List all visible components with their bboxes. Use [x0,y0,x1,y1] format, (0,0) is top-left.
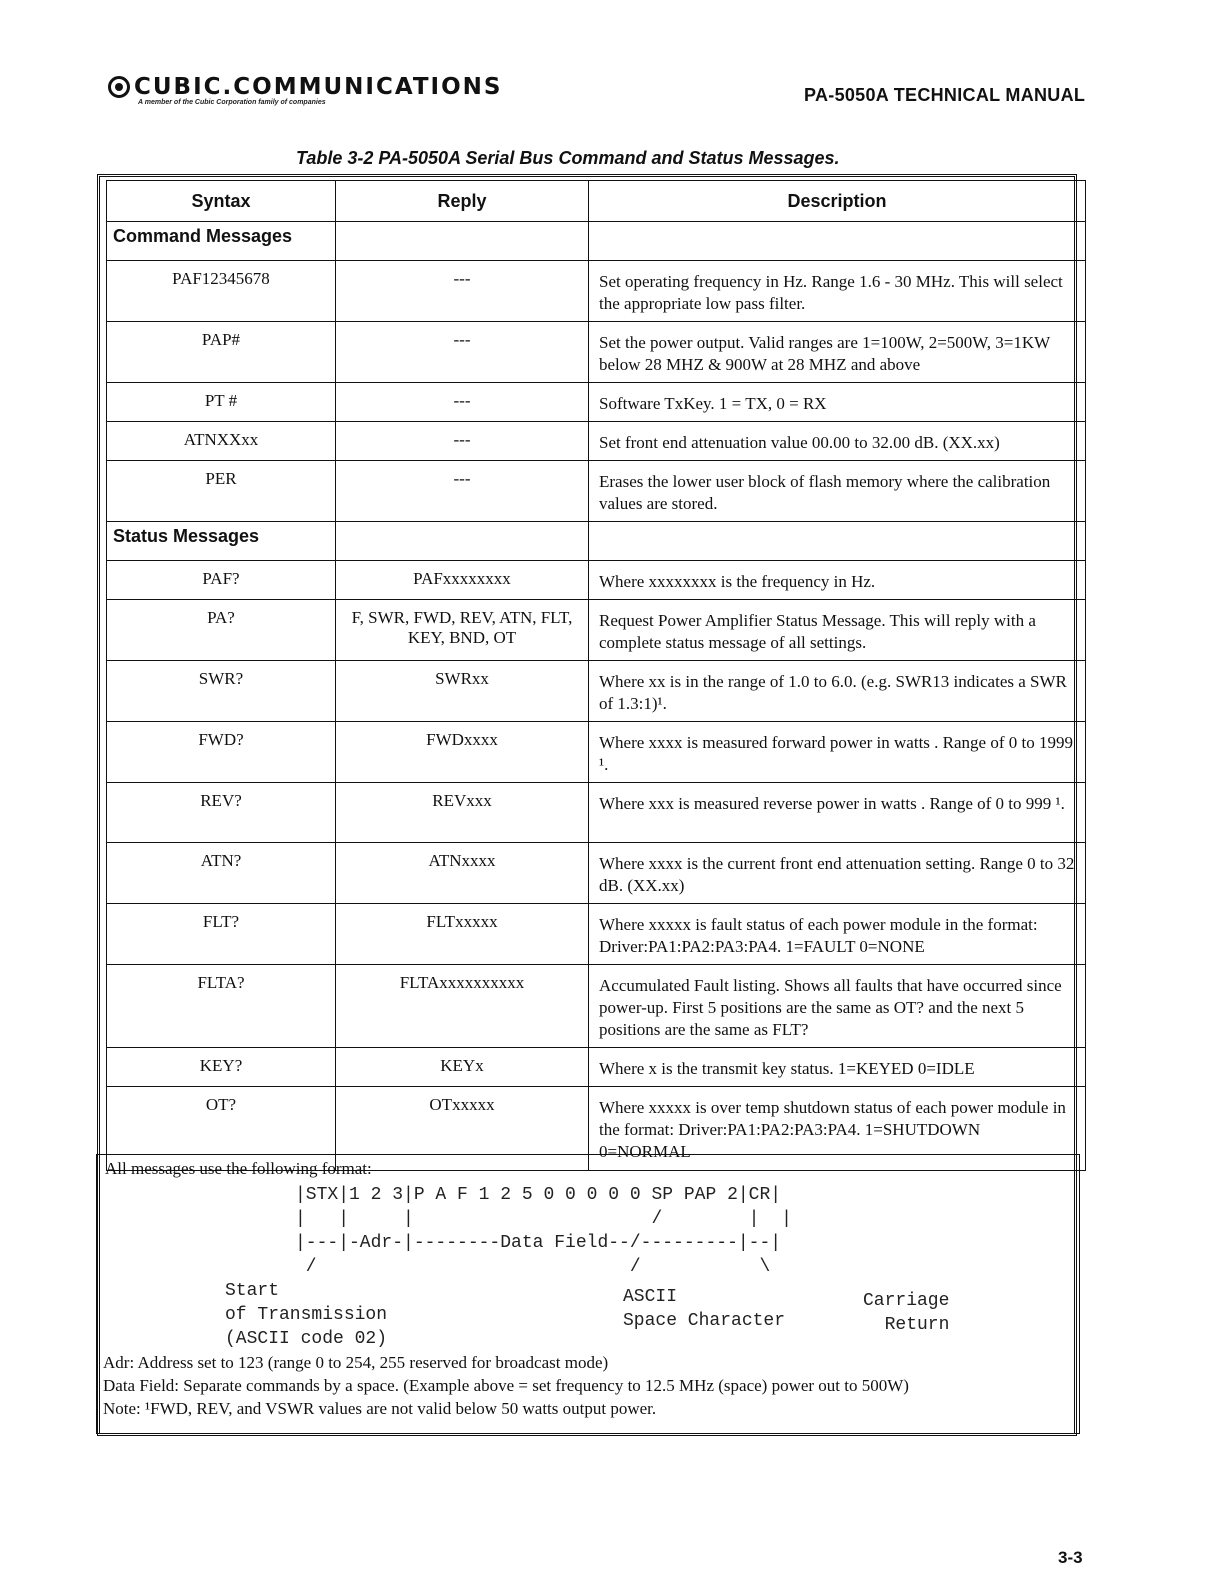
note-address: Adr: Address set to 123 (range 0 to 254, 255 reserved for broadcast mode) [103,1353,609,1372]
syntax-cell: SWR? [107,661,336,722]
reply-cell: ATNxxxx [336,843,589,904]
table-header-row [107,181,1086,222]
description-cell: Set front end attenuation value 00.00 to 32.00 dB. (XX.xx) [589,422,1086,461]
table-row [107,1048,1086,1087]
description-cell: Where xxxxx is over temp shutdown status of each power module in the format: Driver:PA1:PA2:PA3:PA4. 1=SHUTDOWN 0=NORMAL [589,1087,1086,1171]
format-diagram-line-1: |STX|1 2 3|P A F 1 2 5 0 0 0 0 0 SP PAP 2|CR| [295,1185,782,1205]
description-cell: Software TxKey. 1 = TX, 0 = RX [589,383,1086,422]
description-cell: Where xxxx is measured forward power in watts . Range of 0 to 1999 ¹. [589,722,1086,783]
description-cell: Where xxxxx is fault status of each power module in the format: Driver:PA1:PA2:PA3:PA4. 1=FAULT 0=NONE [589,904,1086,965]
reply-cell: FWDxxxx [336,722,589,783]
section-row-command [107,222,1086,261]
description-cell: Set operating frequency in Hz. Range 1.6 - 30 MHz. This will select the appropriate low pass filter. [589,261,1086,322]
table-row [107,600,1086,661]
syntax-cell: OT? [107,1087,336,1171]
syntax-cell: PT # [107,383,336,422]
format-diagram-line-3: |---|-Adr-|--------Data Field--/---------|--| [295,1233,782,1253]
section-row-status [107,522,1086,561]
description-cell: Where xxxx is the current front end attenuation setting. Range 0 to 32 dB. (XX.xx) [589,843,1086,904]
reply-cell: F, SWR, FWD, REV, ATN, FLT, KEY, BND, OT [336,600,589,661]
reply-cell: FLTAxxxxxxxxxx [336,965,589,1048]
reply-cell: --- [336,322,589,383]
table-row [107,661,1086,722]
cubic-logo-icon [108,76,130,98]
syntax-cell: ATN? [107,843,336,904]
format-diagram-line-2: | | | / | | [295,1209,792,1229]
description-cell: Request Power Amplifier Status Message. This will reply with a complete status message of all settings. [589,600,1086,661]
syntax-cell: PER [107,461,336,522]
syntax-cell: PA? [107,600,336,661]
reply-cell: KEYx [336,1048,589,1087]
header-syntax: Syntax [107,181,336,222]
company-logo [108,74,502,106]
empty-cell [336,522,589,561]
empty-cell [336,222,589,261]
command-status-table [106,180,1086,1171]
brand-tagline: A member of the Cubic Corporation family of companies [138,99,326,106]
reply-cell: --- [336,261,589,322]
syntax-cell: PAF? [107,561,336,600]
description-cell: Where x is the transmit key status. 1=KEYED 0=IDLE [589,1048,1086,1087]
table-row [107,322,1086,383]
table-row [107,422,1086,461]
table-row [107,561,1086,600]
table-row [107,843,1086,904]
table-row [107,722,1086,783]
empty-cell [589,222,1086,261]
table-row [107,783,1086,843]
reply-cell: FLTxxxxx [336,904,589,965]
syntax-cell: REV? [107,783,336,843]
table-caption: Table 3-2 PA-5050A Serial Bus Command and Status Messages. [296,148,840,168]
description-cell: Accumulated Fault listing. Shows all faults that have occurred since power-up. First 5 positions are the same as OT? and the next 5 positions are the same as FLT? [589,965,1086,1048]
reply-cell: --- [336,461,589,522]
table-row [107,461,1086,522]
header-description: Description [589,181,1086,222]
empty-cell [589,522,1086,561]
reply-cell: SWRxx [336,661,589,722]
section-status-label: Status Messages [107,522,336,561]
reply-cell: --- [336,383,589,422]
table-row [107,261,1086,322]
format-diagram-line-4: / / \ [295,1257,771,1277]
description-cell: Set the power output. Valid ranges are 1=100W, 2=500W, 3=1KW below 28 MHZ & 900W at 28 MHZ and above [589,322,1086,383]
label-ascii-space: ASCII Space Character [623,1287,786,1331]
table-row [107,383,1086,422]
syntax-cell: FLTA? [107,965,336,1048]
reply-cell: PAFxxxxxxxx [336,561,589,600]
section-command-label: Command Messages [107,222,336,261]
syntax-cell: FWD? [107,722,336,783]
syntax-cell: FLT? [107,904,336,965]
format-notes [103,1351,909,1420]
manual-title: PA-5050A TECHNICAL MANUAL [804,85,1086,105]
description-cell: Where xxxxxxxx is the frequency in Hz. [589,561,1086,600]
label-carriage-return: Carriage Return [863,1291,950,1335]
message-format-section [96,1154,1080,1434]
brand-name: CUBIC.COMMUNICATIONS [134,74,503,100]
note-footnote: Note: ¹FWD, REV, and VSWR values are not valid below 50 watts output power. [103,1399,657,1418]
format-intro: All messages use the following format: [105,1159,372,1178]
reply-cell: --- [336,422,589,461]
description-cell: Erases the lower user block of flash memory where the calibration values are stored. [589,461,1086,522]
description-cell: Where xxx is measured reverse power in watts . Range of 0 to 999 ¹. [589,783,1086,843]
reply-cell: OTxxxxx [336,1087,589,1171]
page-number: 3-3 [1058,1548,1083,1567]
note-data-field: Data Field: Separate commands by a space. (Example above = set frequency to 12.5 MHz (space) power out to 500W) [103,1376,909,1395]
syntax-cell: PAP# [107,322,336,383]
table-row [107,904,1086,965]
header-reply: Reply [336,181,589,222]
syntax-cell: KEY? [107,1048,336,1087]
reply-cell: REVxxx [336,783,589,843]
syntax-cell: ATNXXxx [107,422,336,461]
label-start-of-transmission: Start of Transmission (ASCII code 02) [225,1281,388,1349]
syntax-cell: PAF12345678 [107,261,336,322]
table-row [107,965,1086,1048]
description-cell: Where xx is in the range of 1.0 to 6.0. (e.g. SWR13 indicates a SWR of 1.3:1)¹. [589,661,1086,722]
